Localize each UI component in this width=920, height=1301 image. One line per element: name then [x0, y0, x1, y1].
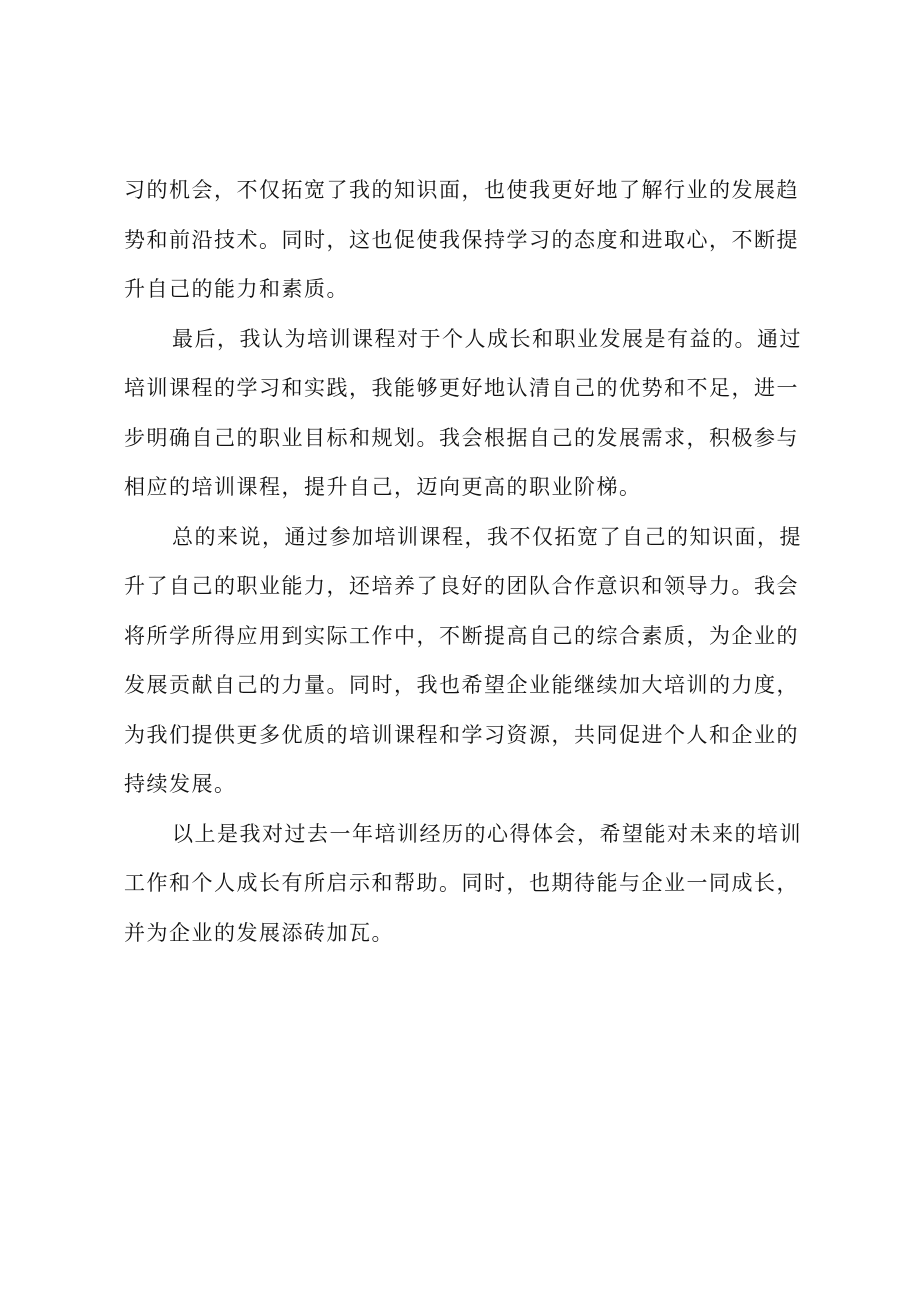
text-line: 将所学所得应用到实际工作中，不断提高自己的综合素质，为企业的: [124, 623, 799, 648]
paragraph-2: [124, 315, 824, 513]
text-line: 培训课程的学习和实践，我能够更好地认清自己的优势和不足，进一: [124, 376, 799, 400]
text-line: 步明确自己的职业目标和规划。我会根据自己的发展需求，积极参与: [124, 425, 799, 450]
document-body: [124, 166, 824, 958]
text-line: 工作和个人成长有所启示和帮助。同时，也期待能与企业一同成长，: [124, 871, 799, 895]
text-line: 升了自己的职业能力，还培养了良好的团队合作意识和领导力。我会: [124, 574, 799, 598]
text-line: 势和前沿技术。同时，这也促使我保持学习的态度和进取心，不断提: [124, 227, 799, 252]
text-line: 最后，我认为培训课程对于个人成长和职业发展是有益的。通过: [172, 326, 802, 351]
text-line: 习的机会，不仅拓宽了我的知识面，也使我更好地了解行业的发展趋: [124, 178, 799, 202]
text-line: 以上是我对过去一年培训经历的心得体会，希望能对未来的培训: [172, 821, 802, 846]
text-line: 相应的培训课程，提升自己，迈向更高的职业阶梯。: [124, 475, 642, 499]
text-line: 为我们提供更多优质的培训课程和学习资源，共同促进个人和企业的: [124, 722, 799, 747]
text-line: 总的来说，通过参加培训课程，我不仅拓宽了自己的知识面，提: [172, 524, 802, 549]
text-line: 升自己的能力和素质。: [124, 277, 349, 301]
text-line: 持续发展。: [124, 772, 237, 796]
paragraph-4: [124, 810, 824, 959]
text-line: 发展贡献自己的力量。同时，我也希望企业能继续加大培训的力度，: [124, 673, 799, 697]
text-line: 并为企业的发展添砖加瓦。: [124, 920, 394, 945]
paragraph-1: [124, 166, 824, 315]
paragraph-3: [124, 513, 824, 810]
